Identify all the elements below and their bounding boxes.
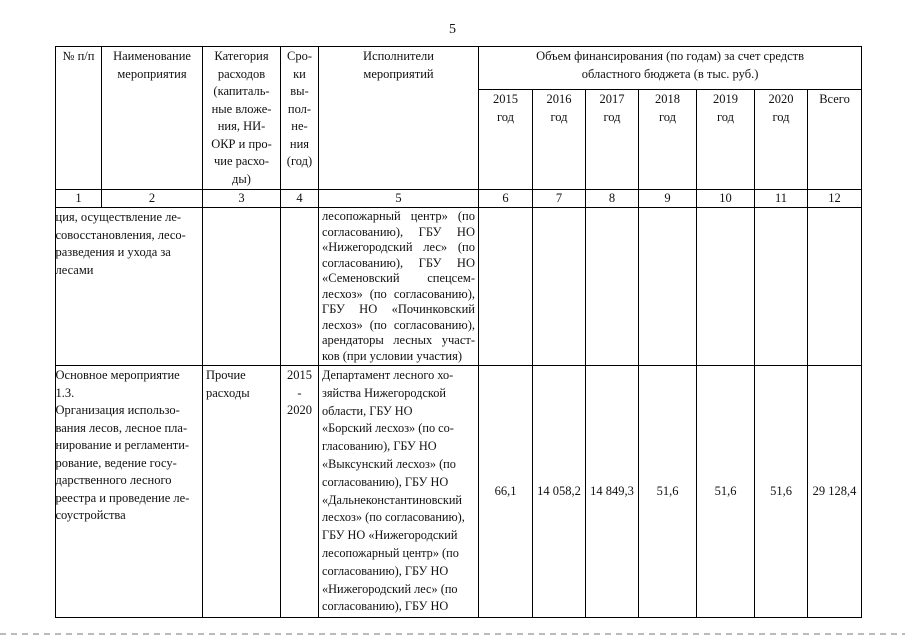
year-2018: 2018 год	[639, 90, 697, 190]
value-2019	[697, 208, 755, 366]
year-2016: 2016 год	[533, 90, 586, 190]
column-number: 4	[281, 190, 319, 208]
value-total	[808, 208, 862, 366]
value-2017: 14 849,3	[586, 366, 639, 618]
column-number: 3	[203, 190, 281, 208]
row-executors: Департамент лесного хо- зяйства Нижегородской области, ГБУ НО «Борский лесхоз» (по со- гласованию), ГБУ НО «Выксунский лесхоз» (по согласованию), ГБУ НО «Дальнеконстантиновский лесхоз» (по согласованию), ГБУ НО «Нижегородский лесопожарный центр» (по согласованию), ГБУ НО «Нижегородский лес» (по согласованию), ГБУ НО	[319, 366, 479, 618]
column-number: 10	[697, 190, 755, 208]
value-2019: 51,6	[697, 366, 755, 618]
year-2019: 2019 год	[697, 90, 755, 190]
row-executors: лесопожарный центр» (по согласованию), ГБУ НО «Нижегородский лес» (по согласованию), ГБУ НО «Семеновский спецсем-лесхоз» (по согласованию), ГБУ НО «Починковский лесхоз» (по согласованию), арендаторы лесных участ-ков (при условии участия)	[319, 208, 479, 366]
scan-edge	[0, 633, 905, 635]
row-name-text: ция, осуществление ле- совосстановления, лесо- разведения и ухода за лесами	[55, 210, 186, 277]
value-2020: 51,6	[755, 366, 808, 618]
row-category	[203, 208, 281, 366]
header-category: Категория расходов (капиталь- ные вложе- ния, НИ- ОКР и про- чие расхо- ды)	[203, 47, 281, 190]
header-funding: Объем финансирования (по годам) за счет средств областного бюджета (в тыс. руб.)	[479, 47, 862, 90]
value-2015	[479, 208, 533, 366]
row-name	[55, 366, 203, 618]
value-2016	[533, 208, 586, 366]
page-number: 5	[449, 22, 456, 37]
year-2017: 2017 год	[586, 90, 639, 190]
value-total: 29 128,4	[808, 366, 862, 618]
funding-table	[55, 46, 862, 618]
value-2020	[755, 208, 808, 366]
value-2017	[586, 208, 639, 366]
year-total: Всего	[808, 90, 862, 190]
header-term: Сро- ки вы- пол- не- ния (год)	[281, 47, 319, 190]
column-number: 9	[639, 190, 697, 208]
column-numbers-row	[56, 190, 862, 208]
column-number: 8	[586, 190, 639, 208]
value-2018: 51,6	[639, 366, 697, 618]
column-number: 2	[102, 190, 203, 208]
column-number: 6	[479, 190, 533, 208]
row-term	[281, 208, 319, 366]
row-term: 2015 - 2020	[281, 366, 319, 618]
column-number: 11	[755, 190, 808, 208]
header-number: № п/п	[56, 47, 102, 190]
column-number: 12	[808, 190, 862, 208]
header-row	[56, 47, 862, 90]
column-number: 7	[533, 190, 586, 208]
header-name: Наименование мероприятия	[102, 47, 203, 190]
row-name	[55, 208, 203, 366]
value-2015: 66,1	[479, 366, 533, 618]
row-name-text: Основное мероприятие 1.3. Организация использо- вания лесов, лесное пла- нирование и регламенти- рование, ведение госу- дарственного лесного реестра и проведение ле- соустройства	[55, 368, 190, 522]
table-row	[56, 366, 862, 618]
row-category: Прочие расходы	[203, 366, 281, 618]
value-2018	[639, 208, 697, 366]
year-2015: 2015 год	[479, 90, 533, 190]
year-2020: 2020 год	[755, 90, 808, 190]
value-2016: 14 058,2	[533, 366, 586, 618]
header-executors: Исполнители мероприятий	[319, 47, 479, 190]
column-number: 1	[56, 190, 102, 208]
column-number: 5	[319, 190, 479, 208]
table-row	[56, 208, 862, 366]
